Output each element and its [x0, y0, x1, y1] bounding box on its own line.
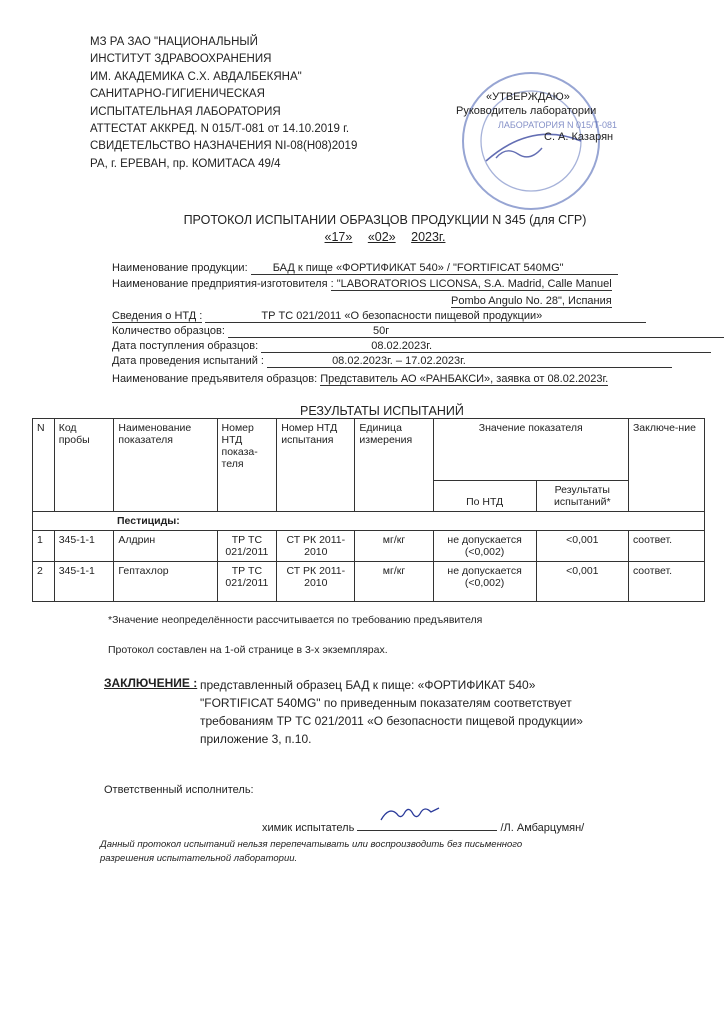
applicant-label: Наименование предъявителя образцов:	[112, 373, 318, 385]
results-title: РЕЗУЛЬТАТЫ ИСПЫТАНИЙ	[300, 404, 464, 418]
applicant-line	[112, 373, 608, 386]
manufacturer-value-2: Pombo Angulo No. 28", Испания	[451, 295, 612, 307]
quantity-label: Количество образцов:	[112, 325, 225, 337]
ntd-line	[112, 310, 646, 323]
ntd-value: ТР ТС 021/2011 «О безопасности пищевой продукции»	[205, 310, 646, 323]
cell-by-ntd: не допускается (<0,002)	[433, 531, 536, 562]
lab-header	[90, 34, 357, 173]
manufacturer-line-2	[451, 295, 612, 308]
header-n: N	[33, 419, 55, 512]
approval-role: Руководитель лаборатории	[456, 105, 597, 117]
cell-n: 2	[33, 562, 55, 602]
group-row	[33, 512, 705, 531]
header-ntd: Номер НТД показа-теля	[217, 419, 277, 512]
responsible-label: Ответственный исполнитель:	[104, 784, 254, 796]
cell-result: <0,001	[536, 562, 628, 602]
stamp-text: ЛАБОРАТОРИЯ N 015/Т-081	[498, 120, 618, 130]
responsible-name: /Л. Амбарцумян/	[500, 822, 585, 834]
protocol-month: «02»	[367, 230, 396, 244]
results-table	[32, 418, 705, 602]
approval-name: С. А. Казарян	[544, 131, 614, 143]
header-unit: Единица измерения	[355, 419, 433, 512]
cell-by-ntd: не допускается (<0,002)	[433, 562, 536, 602]
manufacturer-value: : "LABORATORIOS LICONSA, S.A. Madrid, Calle Manuel	[330, 278, 612, 290]
cell-name: Гептахлор	[114, 562, 217, 602]
header-line: ИСПЫТАТЕЛЬНАЯ ЛАБОРАТОРИЯ	[90, 105, 281, 118]
table-row	[33, 531, 705, 562]
quantity-line	[112, 325, 724, 338]
cell-conclusion: соответ.	[628, 531, 704, 562]
manufacturer-label: Наименование предприятия-изготовителя	[112, 278, 328, 290]
cell-ntd-test: СТ РК 2011-2010	[277, 531, 355, 562]
testing-value: 08.02.2023г. – 17.02.2023г.	[267, 355, 672, 368]
header-ntd-test: Номер НТД испытания	[277, 419, 355, 512]
conclusion-label: ЗАКЛЮЧЕНИЕ :	[104, 676, 198, 690]
header-line: МЗ РА ЗАО "НАЦИОНАЛЬНЫЙ	[90, 36, 258, 48]
protocol-day: «17»	[324, 230, 353, 244]
ntd-label: Сведения о НТД :	[112, 310, 203, 322]
conclusion-text: представленный образец БАД к пище: «ФОРТИФИКАТ 540» "FORTIFICAT 540MG" по приведенным показателям соответствует требованиям ТР ТС 021/2011 «О безопасности пищевой продукции» приложение 3, п.10.	[200, 678, 583, 746]
protocol-year: 2023г.	[411, 230, 446, 244]
manufacturer-line	[112, 278, 612, 291]
header-line: СВИДЕТЕЛЬСТВО НАЗНАЧЕНИЯ NІ-08(Н08)2019	[90, 140, 358, 153]
header-name: Наименование показателя	[114, 419, 217, 512]
arrival-label: Дата поступления образцов:	[112, 340, 259, 352]
cell-n: 1	[33, 531, 55, 562]
signature-row	[262, 818, 622, 834]
footnote: *Значение неопределённости рассчитывается по требованию предъявителя	[108, 614, 483, 626]
product-line	[112, 262, 618, 275]
cell-ntd-test: СТ РК 2011-2010	[277, 562, 355, 602]
table-row	[33, 562, 705, 602]
header-value: Значение показателя	[433, 419, 628, 481]
disclaimer: Данный протокол испытаний нельзя перепечатывать или воспроизводить без письменного разрешения испытательной лаборатории.	[100, 839, 523, 864]
header-by-ntd: По НТД	[433, 481, 536, 512]
testing-line	[112, 355, 672, 368]
header-line: РА, г. ЕРЕВАН, пр. КОМИТАСА 49/4	[90, 157, 281, 170]
header-result: Результаты испытаний*	[536, 481, 628, 512]
header-line: ИНСТИТУТ ЗДРАВООХРАНЕНИЯ	[90, 53, 272, 66]
group-label: Пестициды:	[33, 512, 705, 531]
responsible-role: химик испытатель	[262, 822, 355, 834]
header-code: Код пробы	[54, 419, 114, 512]
header-conclusion: Заключе-ние	[628, 419, 704, 512]
quantity-value: 50г	[228, 325, 724, 338]
cell-unit: мг/кг	[355, 531, 433, 562]
cell-ntd: ТР ТС 021/2011	[217, 531, 277, 562]
header-line: АТТЕСТАТ АККРЕД. N 015/Т-081 от 14.10.2019 г.	[90, 123, 350, 136]
signature-line	[357, 818, 497, 831]
header-line: САНИТАРНО-ГИГИЕНИЧЕСКАЯ	[90, 88, 265, 101]
product-value: БАД к пище «ФОРТИФИКАТ 540» / "FORTIFICAT 540MG"	[251, 262, 618, 275]
cell-ntd: ТР ТС 021/2011	[217, 562, 277, 602]
cell-code: 345-1-1	[54, 562, 114, 602]
header-line: ИМ. АКАДЕМИКА С.Х. АВДАЛБЕКЯНА"	[90, 70, 302, 83]
protocol-title-text: ПРОТОКОЛ ИСПЫТАНИИ ОБРАЗЦОВ ПРОДУКЦИИ N 345 (для СГР)	[183, 213, 587, 227]
cell-result: <0,001	[536, 531, 628, 562]
protocol-date	[180, 229, 590, 246]
arrival-line	[112, 340, 711, 353]
signature-icon	[377, 804, 447, 828]
arrival-value: 08.02.2023г.	[261, 340, 711, 353]
product-label: Наименование продукции:	[112, 262, 248, 274]
protocol-title	[180, 212, 590, 246]
approval-block	[456, 90, 618, 144]
header-row	[33, 419, 705, 481]
cell-name: Алдрин	[114, 531, 217, 562]
cell-unit: мг/кг	[355, 562, 433, 602]
testing-label: Дата проведения испытаний :	[112, 355, 264, 367]
compiled-note: Протокол составлен на 1-ой странице в 3-х экземплярах.	[108, 644, 388, 656]
cell-conclusion: соответ.	[628, 562, 704, 602]
applicant-value: Представитель АО «РАНБАКСИ», заявка от 08.02.2023г.	[320, 373, 609, 385]
cell-code: 345-1-1	[54, 531, 114, 562]
approval-title: «УТВЕРЖДАЮ»	[486, 91, 570, 103]
